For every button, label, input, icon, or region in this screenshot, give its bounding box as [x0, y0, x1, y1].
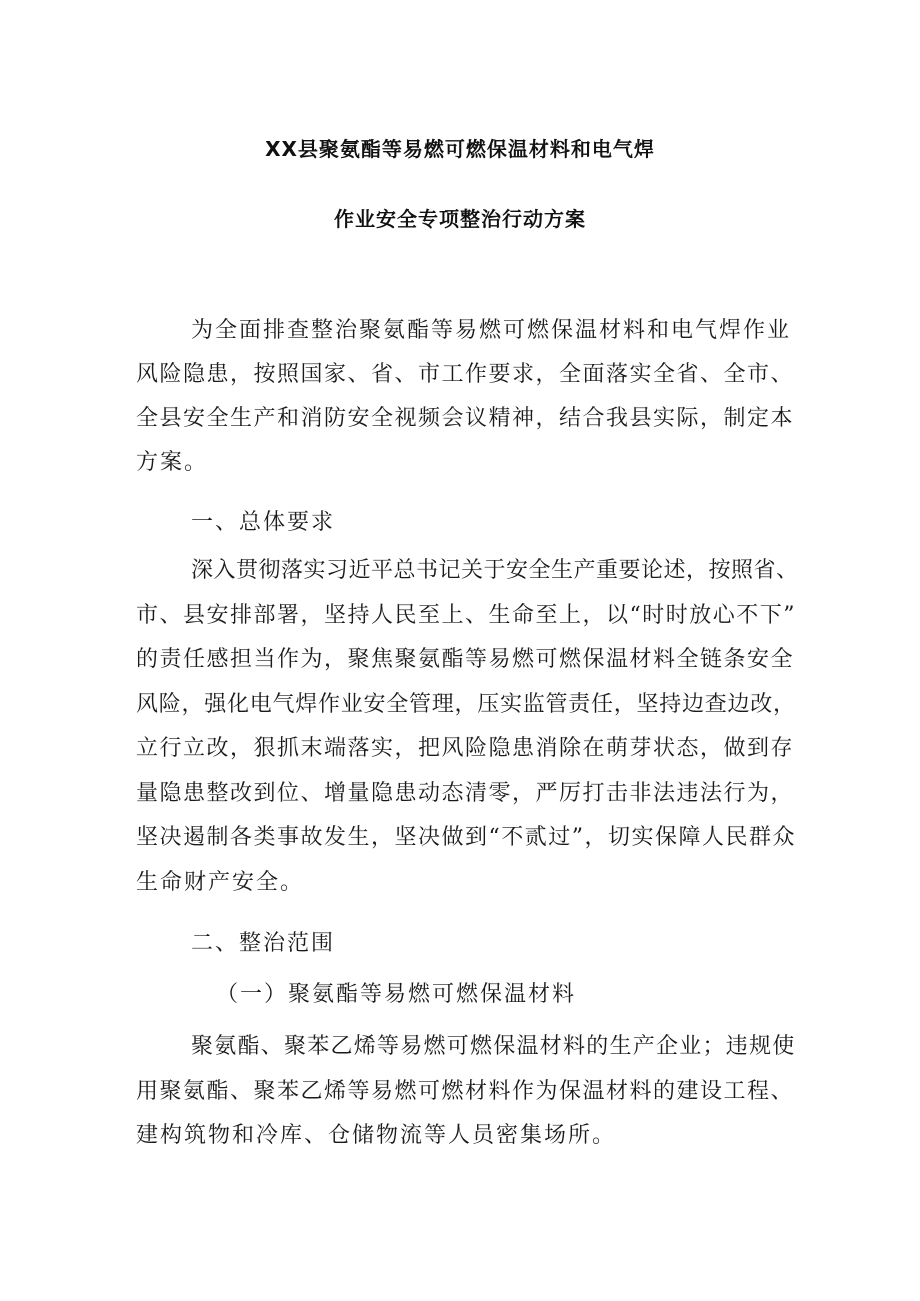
paragraph-line: 深入贯彻落实习近平总书记关于安全生产重要论述，按照省、 [191, 558, 799, 583]
paragraph-line: 风险，强化电气焊作业安全管理，压实监管责任，坚持边查边改， [136, 692, 796, 717]
paragraph-line: 市、县安排部署，坚持人民至上、生命至上，以“时时放心不下” [136, 603, 796, 628]
paragraph-line: 立行立改，狠抓末端落实，把风险隐患消除在萌芽状态，做到存 [136, 736, 795, 761]
document-title-line-2: 作业安全专项整治行动方案 [334, 207, 586, 231]
paragraph-line: 生命财产安全。 [136, 870, 305, 895]
paragraph-line: 建构筑物和冷库、仓储物流等人员密集场所。 [136, 1123, 617, 1148]
paragraph-line: 坚决遏制各类事故发生，坚决做到“不贰过”，切实保障人民群众 [136, 825, 796, 850]
document-title-line-1: XX县聚氨酯等易燃可燃保温材料和电气焊 [265, 137, 655, 161]
section-heading: 一、总体要求 [191, 510, 336, 535]
paragraph-line: 用聚氨酯、聚苯乙烯等易燃可燃材料作为保温材料的建设工程、 [136, 1079, 795, 1104]
paragraph-line: 为全面排查整治聚氨酯等易燃可燃保温材料和电气焊作业 [191, 318, 792, 343]
paragraph-line: 方案。 [136, 450, 209, 475]
paragraph-line: 风险隐患，按照国家、省、市工作要求，全面落实全省、全市、 [136, 362, 795, 387]
section-heading: 二、整治范围 [191, 931, 336, 956]
paragraph-line: 量隐患整改到位、增量隐患动态清零，严厉打击非法违法行为， [136, 781, 795, 806]
paragraph-line: 聚氨酯、聚苯乙烯等易燃可燃保温材料的生产企业；违规使 [191, 1034, 796, 1059]
subsection-heading: （一）聚氨酯等易燃可燃保温材料 [216, 982, 577, 1007]
paragraph-line: 全县安全生产和消防安全视频会议精神，结合我县实际，制定本 [136, 406, 795, 431]
paragraph-line: 的责任感担当作为，聚焦聚氨酯等易燃可燃保温材料全链条安全 [136, 647, 795, 672]
